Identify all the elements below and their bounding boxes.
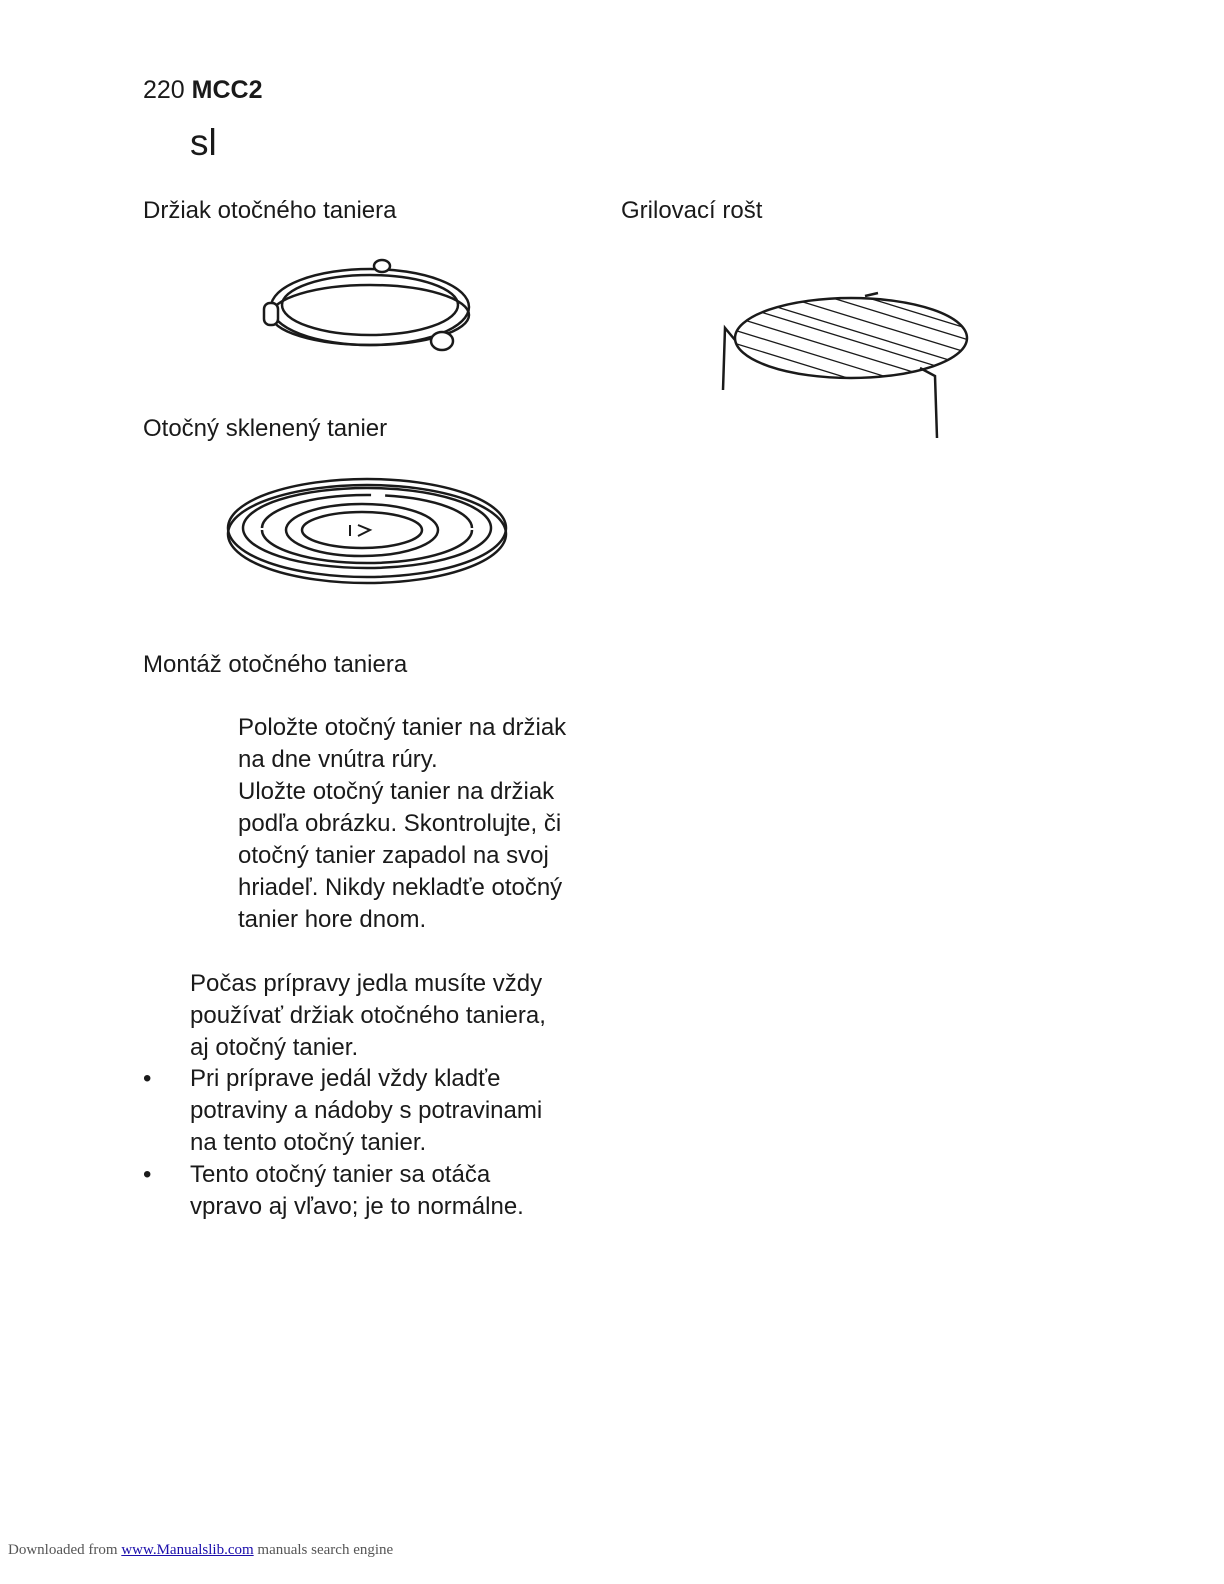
bullet-text: Tento otočný tanier sa otáča vpravo aj vľavo; je to normálne. bbox=[190, 1161, 524, 1220]
page-number: 220 bbox=[143, 76, 185, 104]
language-code: sl bbox=[190, 122, 217, 163]
grill-rack-label: Grilovací rošt bbox=[621, 197, 763, 224]
manualslib-link[interactable]: www.Manualslib.com bbox=[121, 1542, 254, 1558]
grill-rack-icon bbox=[715, 288, 975, 443]
footer-prefix: Downloaded from bbox=[8, 1542, 118, 1558]
download-footer bbox=[8, 1542, 393, 1559]
bullet-icon: • bbox=[143, 1161, 152, 1188]
bullet-icon: • bbox=[143, 1065, 152, 1092]
assembly-heading: Montáž otočného taniera bbox=[143, 651, 408, 678]
page-header bbox=[143, 76, 263, 105]
glass-tray-icon bbox=[222, 473, 512, 591]
usage-note: Počas prípravy jedla musíte vždy používať držiak otočného taniera, aj otočný tanier. bbox=[190, 970, 546, 1061]
roller-ring-label: Držiak otočného taniera bbox=[143, 197, 397, 224]
bullet-text: Pri príprave jedál vždy kladťe potraviny a nádoby s potravinami na tento otočný tanier. bbox=[190, 1065, 543, 1156]
glass-tray-label: Otočný sklenený tanier bbox=[143, 415, 388, 442]
assembly-instructions: Položte otočný tanier na držiak na dne vnútra rúry. Uložte otočný tanier na držiak podľa obrázku. Skontrolujte, či otočný tanier zapadol na svoj hriadeľ. Nikdy nekladťe otočný tanier hore dnom. bbox=[238, 714, 567, 933]
footer-suffix: manuals search engine bbox=[257, 1542, 394, 1558]
model-name: MCC2 bbox=[191, 76, 263, 104]
roller-ring-icon bbox=[255, 255, 485, 355]
